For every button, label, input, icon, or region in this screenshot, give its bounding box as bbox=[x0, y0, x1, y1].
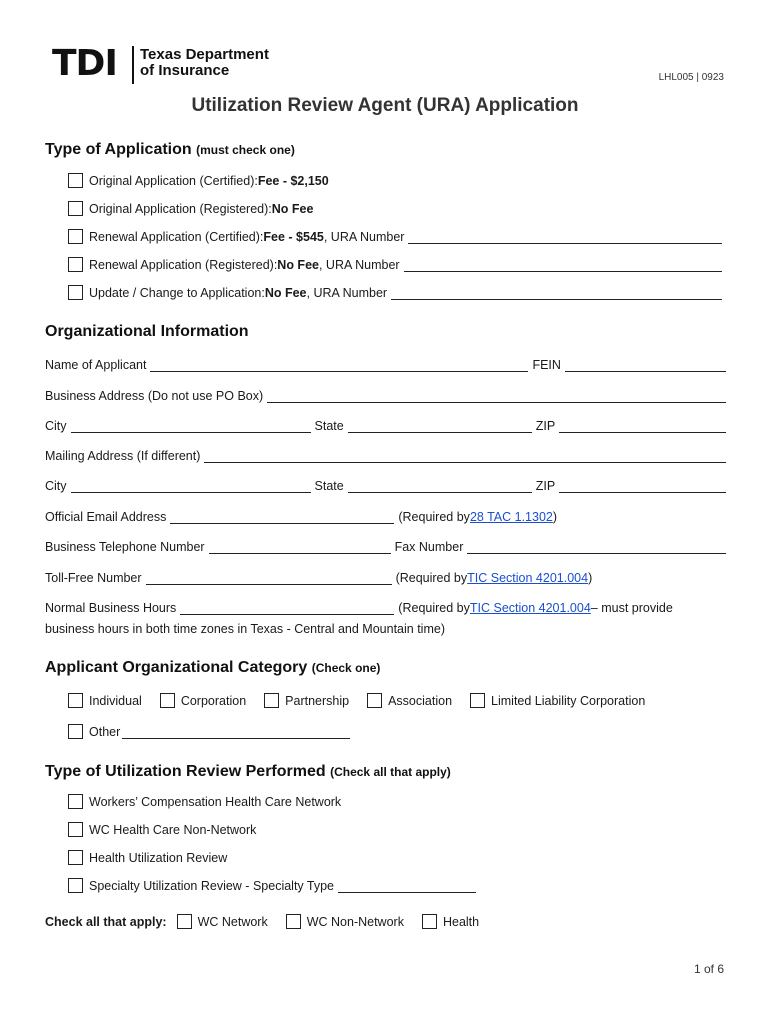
option-label: WC Non-Network bbox=[306, 914, 404, 929]
app-option-1[interactable] bbox=[68, 173, 728, 188]
option-suffix: , URA Number bbox=[306, 286, 388, 300]
email-req-suffix: ) bbox=[552, 510, 558, 524]
toll-req-prefix: (Required by bbox=[395, 571, 468, 585]
hours-line-2: business hours in both time zones in Texas - Central and Mountain time) bbox=[45, 622, 445, 636]
zip-label: ZIP bbox=[535, 479, 556, 493]
specialty-type-field[interactable] bbox=[338, 880, 476, 893]
checkbox[interactable] bbox=[68, 794, 83, 809]
ura-number-field[interactable] bbox=[404, 259, 722, 272]
page-number: 1 of 6 bbox=[693, 962, 724, 976]
email-field[interactable] bbox=[170, 511, 394, 524]
review-option-4[interactable] bbox=[68, 878, 480, 893]
fein-label: FEIN bbox=[532, 358, 561, 372]
fein-field[interactable] bbox=[565, 359, 726, 372]
phone-fax-row bbox=[45, 540, 726, 554]
checkbox[interactable] bbox=[422, 914, 437, 929]
toll-free-label: Toll-Free Number bbox=[45, 571, 142, 585]
option-label: WC Network bbox=[197, 914, 268, 929]
option-fee: Fee - $2,150 bbox=[257, 174, 329, 188]
other-field[interactable] bbox=[122, 726, 350, 739]
zip-field[interactable] bbox=[559, 420, 726, 433]
review-type-heading bbox=[45, 763, 451, 781]
city-field[interactable] bbox=[71, 420, 311, 433]
zip-label: ZIP bbox=[535, 419, 556, 433]
business-address-label: Business Address (Do not use PO Box) bbox=[45, 389, 264, 403]
logo-text bbox=[140, 47, 269, 79]
app-option-5[interactable] bbox=[68, 285, 726, 300]
business-phone-label: Business Telephone Number bbox=[45, 540, 205, 554]
category-heading bbox=[45, 659, 380, 677]
heading-note: (Check all that apply) bbox=[330, 765, 451, 779]
checkbox[interactable] bbox=[68, 850, 83, 865]
logo-mark: TDI bbox=[52, 43, 117, 84]
checkbox[interactable] bbox=[68, 173, 83, 188]
option-fee: No Fee bbox=[277, 258, 319, 272]
business-address-field[interactable] bbox=[267, 390, 726, 403]
option-label: Health Utilization Review bbox=[89, 851, 228, 865]
option-label: Association bbox=[388, 693, 453, 708]
hours-req-prefix: (Required by bbox=[398, 601, 470, 615]
option-fee: Fee - $545 bbox=[263, 230, 324, 244]
check-all-wc-non-network[interactable] bbox=[286, 914, 404, 929]
option-label: Specialty Utilization Review - Specialty Type bbox=[89, 879, 335, 893]
category-option-other[interactable] bbox=[68, 724, 354, 739]
email-req-prefix: (Required by bbox=[398, 510, 470, 524]
city-label: City bbox=[45, 479, 67, 493]
name-of-applicant-label: Name of Applicant bbox=[45, 358, 147, 372]
heading-note: (must check one) bbox=[196, 143, 295, 157]
heading-note: (Check one) bbox=[311, 661, 381, 675]
app-option-3[interactable] bbox=[68, 229, 726, 244]
name-fein-row bbox=[45, 358, 726, 372]
mailing-state-field[interactable] bbox=[348, 480, 532, 493]
option-label: WC Health Care Non-Network bbox=[89, 823, 257, 837]
email-label: Official Email Address bbox=[45, 510, 167, 524]
option-label: Renewal Application (Registered): bbox=[89, 258, 278, 272]
option-label: Limited Liability Corporation bbox=[491, 693, 646, 708]
hours-row-continued bbox=[45, 622, 445, 636]
option-fee: No Fee bbox=[264, 286, 307, 300]
review-option-1[interactable] bbox=[68, 794, 341, 809]
type-of-application-heading bbox=[45, 141, 295, 159]
check-all-label: Check all that apply: bbox=[45, 915, 167, 929]
checkbox[interactable] bbox=[68, 229, 83, 244]
checkbox[interactable] bbox=[177, 914, 192, 929]
mailing-zip-field[interactable] bbox=[559, 480, 726, 493]
checkbox[interactable] bbox=[68, 878, 83, 893]
form-code: LHL005 | 0923 bbox=[658, 72, 724, 83]
business-address-row bbox=[45, 389, 726, 403]
option-fee: No Fee bbox=[271, 202, 314, 216]
option-label: Update / Change to Application: bbox=[89, 286, 265, 300]
hours-row bbox=[45, 601, 726, 615]
option-label: Corporation bbox=[180, 693, 247, 708]
category-option-corporation[interactable] bbox=[160, 693, 246, 708]
org-info-heading: Organizational Information bbox=[45, 323, 249, 340]
option-label: Original Application (Registered): bbox=[89, 202, 272, 216]
option-suffix: , URA Number bbox=[318, 258, 400, 272]
checkbox[interactable] bbox=[68, 724, 83, 739]
state-label: State bbox=[314, 419, 344, 433]
category-option-individual[interactable] bbox=[68, 693, 142, 708]
app-option-2[interactable] bbox=[68, 201, 728, 216]
state-field[interactable] bbox=[348, 420, 532, 433]
option-label: Other bbox=[89, 725, 121, 739]
fax-field[interactable] bbox=[467, 541, 726, 554]
check-all-row bbox=[45, 914, 497, 929]
fax-label: Fax Number bbox=[394, 540, 464, 554]
hours-field[interactable] bbox=[180, 602, 394, 615]
category-option-llc[interactable] bbox=[470, 693, 645, 708]
checkbox[interactable] bbox=[68, 693, 83, 708]
ura-number-field[interactable] bbox=[391, 287, 722, 300]
checkbox[interactable] bbox=[68, 201, 83, 216]
email-row bbox=[45, 510, 726, 524]
logo-line-1: Texas Department bbox=[140, 46, 269, 63]
mailing-city-field[interactable] bbox=[71, 480, 311, 493]
option-label: Renewal Application (Certified): bbox=[89, 230, 264, 244]
checkbox[interactable] bbox=[367, 693, 382, 708]
tic-link[interactable]: TIC Section 4201.004 bbox=[467, 571, 589, 585]
checkbox[interactable] bbox=[68, 257, 83, 272]
tac-link[interactable]: 28 TAC 1.1302 bbox=[469, 510, 553, 524]
toll-free-row bbox=[45, 571, 726, 585]
option-label: Health bbox=[442, 914, 480, 929]
city-state-zip-row bbox=[45, 419, 726, 433]
page-title: Utilization Review Agent (URA) Application bbox=[191, 95, 579, 116]
heading-text: Applicant Organizational Category bbox=[45, 659, 308, 676]
category-option-partnership[interactable] bbox=[264, 693, 349, 708]
ura-number-field[interactable] bbox=[408, 231, 722, 244]
review-option-3[interactable] bbox=[68, 850, 227, 865]
toll-free-field[interactable] bbox=[146, 572, 392, 585]
option-label: Individual bbox=[89, 693, 142, 708]
mailing-address-row bbox=[45, 449, 726, 463]
option-label: Partnership bbox=[285, 693, 350, 708]
heading-text: Type of Utilization Review Performed bbox=[45, 763, 326, 780]
hours-req-suffix: – must provide bbox=[590, 601, 673, 615]
review-option-2[interactable] bbox=[68, 822, 256, 837]
mailing-address-field[interactable] bbox=[204, 450, 726, 463]
logo-line-2: of Insurance bbox=[140, 62, 230, 79]
hours-label: Normal Business Hours bbox=[45, 601, 177, 615]
option-suffix: , URA Number bbox=[323, 230, 405, 244]
heading-text: Type of Application bbox=[45, 141, 192, 158]
checkbox[interactable] bbox=[470, 693, 485, 708]
name-of-applicant-field[interactable] bbox=[150, 359, 528, 372]
state-label: State bbox=[314, 479, 344, 493]
business-phone-field[interactable] bbox=[209, 541, 391, 554]
checkbox[interactable] bbox=[160, 693, 175, 708]
checkbox[interactable] bbox=[264, 693, 279, 708]
checkbox[interactable] bbox=[68, 822, 83, 837]
mailing-city-state-zip-row bbox=[45, 479, 726, 493]
option-label: Workers’ Compensation Health Care Network bbox=[89, 795, 342, 809]
tdi-logo bbox=[52, 43, 269, 84]
app-option-4[interactable] bbox=[68, 257, 726, 272]
tic-link[interactable]: TIC Section 4201.004 bbox=[469, 601, 591, 615]
checkbox[interactable] bbox=[286, 914, 301, 929]
mailing-address-label: Mailing Address (If different) bbox=[45, 449, 201, 463]
logo-separator bbox=[132, 46, 134, 84]
checkbox[interactable] bbox=[68, 285, 83, 300]
category-option-association[interactable] bbox=[367, 693, 452, 708]
check-all-wc-network[interactable] bbox=[177, 914, 268, 929]
option-label: Original Application (Certified): bbox=[89, 174, 258, 188]
city-label: City bbox=[45, 419, 67, 433]
category-options bbox=[68, 693, 645, 708]
toll-req-suffix: ) bbox=[588, 571, 593, 585]
check-all-health[interactable] bbox=[422, 914, 479, 929]
